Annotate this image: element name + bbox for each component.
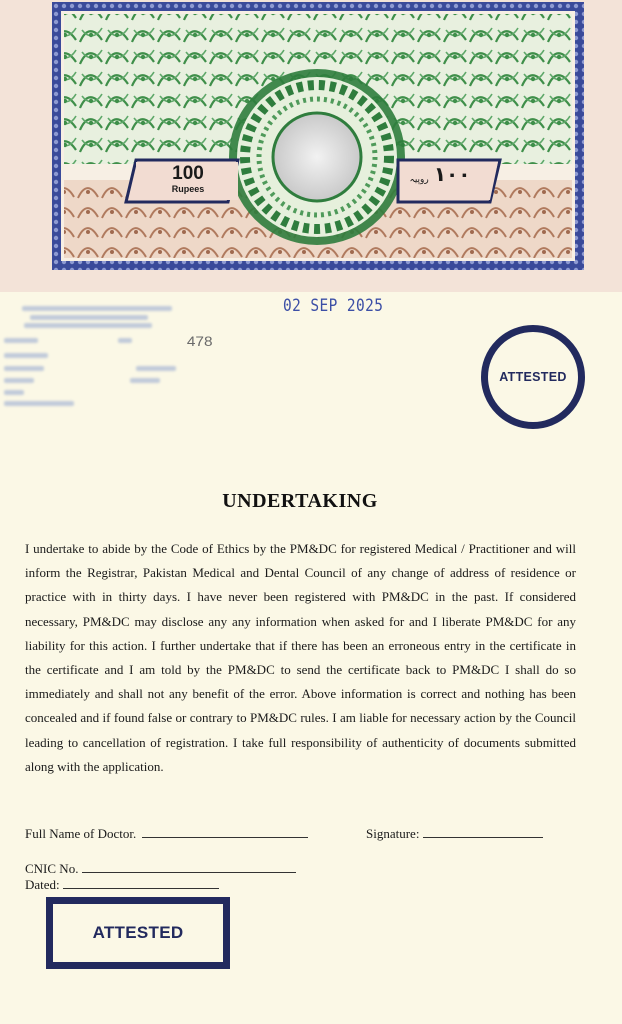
- full-name-field: [25, 826, 308, 842]
- full-name-label: Full Name of Doctor.: [25, 826, 137, 841]
- stamp-value-number: 100: [172, 163, 204, 184]
- handwritten-number: 478: [186, 333, 213, 349]
- signature-field: [366, 826, 543, 842]
- undertaking-body: I undertake to abide by the Code of Ethics by the PM&DC for registered Medical / Practitioner and will inform the Registrar, Pakistan Medical and Dental Council of any change of address of residence or practice with in thirty days. I have never been registered with PM&DC in the past. If considered necessary, PM&DC may disclose any any information when asked for and I liberate PM&DC for any liability for this action. I further undertake that if there has been an erroneous entry in the certificate in the certificate and I am told by the PM&DC to send the certificate back to PM&DC I shall do so immediately and shall not any benefit of the error. Above information is correct and nothing has been concealed and if found false or contrary to PM&DC rules. I am liable for necessary action by the Council leading to cancellation of registration. I take full responsibility of authenticity of documents submitted along with the application.: [25, 541, 576, 774]
- attested-circle-stamp: [481, 325, 585, 429]
- dated-blank: [63, 877, 219, 889]
- dated-label: Dated:: [25, 877, 60, 892]
- stamp-ornament-graphic: [52, 2, 584, 270]
- page-title: UNDERTAKING: [222, 490, 378, 512]
- signature-blank: [423, 826, 543, 838]
- cnic-label: CNIC No.: [25, 861, 79, 876]
- date-stamp: 02 SEP 2025: [283, 296, 384, 316]
- cnic-blank: [82, 861, 296, 873]
- signature-label: Signature:: [366, 826, 420, 841]
- cnic-field: [25, 861, 296, 877]
- stamp-value-english: [138, 160, 238, 198]
- stamp-urdu-word: روپیہ: [409, 175, 429, 185]
- attested-circle-text: ATTESTED: [499, 370, 567, 384]
- attested-rect-text: ATTESTED: [92, 923, 184, 942]
- stamp-value-urdu: [404, 163, 474, 197]
- stamp-paper-header: [0, 0, 622, 292]
- vendor-stamp-blurred: [0, 300, 240, 415]
- stamp-urdu-number: ۱۰۰: [433, 162, 471, 186]
- stamp-paper-design: [52, 2, 584, 270]
- stamp-value-word: Rupees: [171, 184, 205, 194]
- dated-field: [25, 877, 219, 893]
- full-name-blank: [142, 826, 308, 838]
- attested-rect-stamp: [46, 897, 230, 969]
